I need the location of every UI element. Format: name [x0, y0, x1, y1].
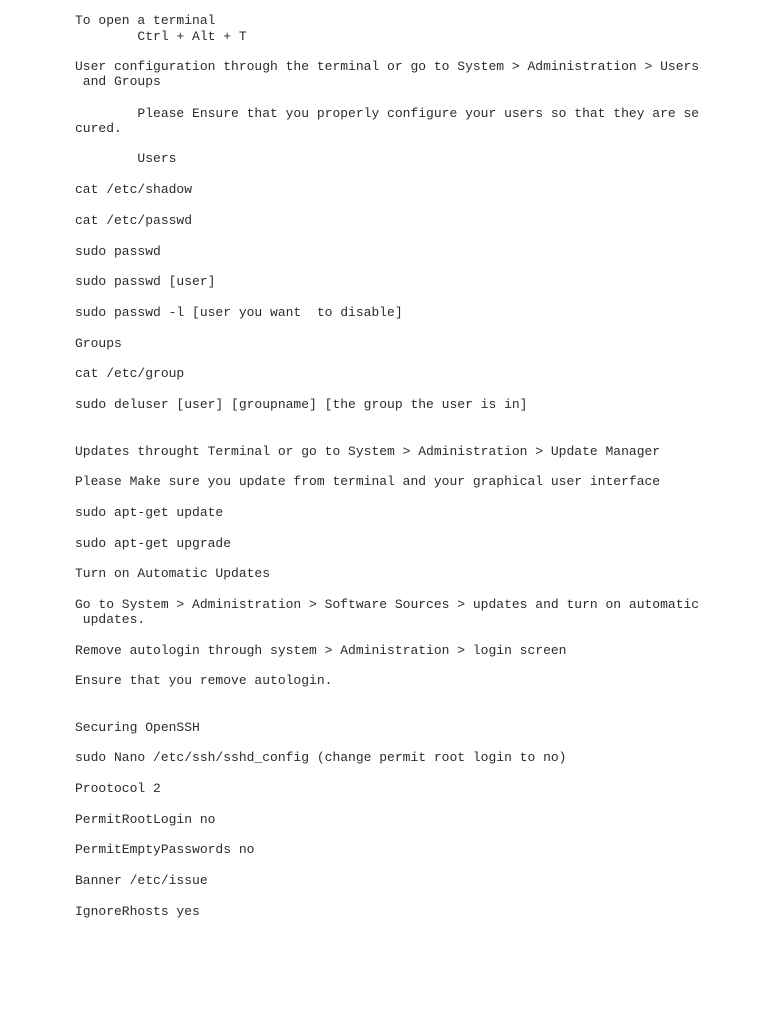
text-line: and Groups [75, 74, 161, 89]
text-line: PermitRootLogin no [75, 812, 216, 827]
text-line: To open a terminal [75, 13, 216, 28]
text-line: IgnoreRhosts yes [75, 904, 200, 919]
text-line: Banner /etc/issue [75, 873, 208, 888]
text-line: User configuration through the terminal or go to System > Administration > Users [75, 59, 700, 74]
text-line: sudo passwd [user] [75, 274, 216, 289]
text-line: Ctrl + Alt + T [75, 29, 247, 44]
text-line: Turn on Automatic Updates [75, 566, 271, 581]
text-line: sudo Nano /etc/ssh/sshd_config (change permit root login to no) [75, 750, 567, 765]
text-line: sudo apt-get upgrade [75, 536, 232, 551]
text-line: cat /etc/shadow [75, 182, 193, 197]
text-line: Please Ensure that you properly configure your users so that they are se [75, 106, 700, 121]
text-line: sudo apt-get update [75, 505, 224, 520]
text-line: Updates throught Terminal or go to System > Administration > Update Manager [75, 444, 661, 459]
text-line: sudo deluser [user] [groupname] [the group the user is in] [75, 397, 528, 412]
text-line: Securing OpenSSH [75, 720, 200, 735]
text-line: cat /etc/group [75, 366, 185, 381]
text-line: Please Make sure you update from terminal and your graphical user interface [75, 474, 661, 489]
text-line: Users [75, 151, 177, 166]
text-line: Prootocol 2 [75, 781, 161, 796]
text-line: cat /etc/passwd [75, 213, 193, 228]
text-line: Groups [75, 336, 122, 351]
text-line: PermitEmptyPasswords no [75, 842, 255, 857]
text-line: updates. [75, 612, 146, 627]
text-line: sudo passwd [75, 244, 161, 259]
text-line: Ensure that you remove autologin. [75, 673, 333, 688]
text-line: Go to System > Administration > Software Sources > updates and turn on automatic [75, 597, 700, 612]
text-line: sudo passwd -l [user you want to disable] [75, 305, 403, 320]
text-line: cured. [75, 121, 122, 136]
text-line: Remove autologin through system > Administration > login screen [75, 643, 567, 658]
